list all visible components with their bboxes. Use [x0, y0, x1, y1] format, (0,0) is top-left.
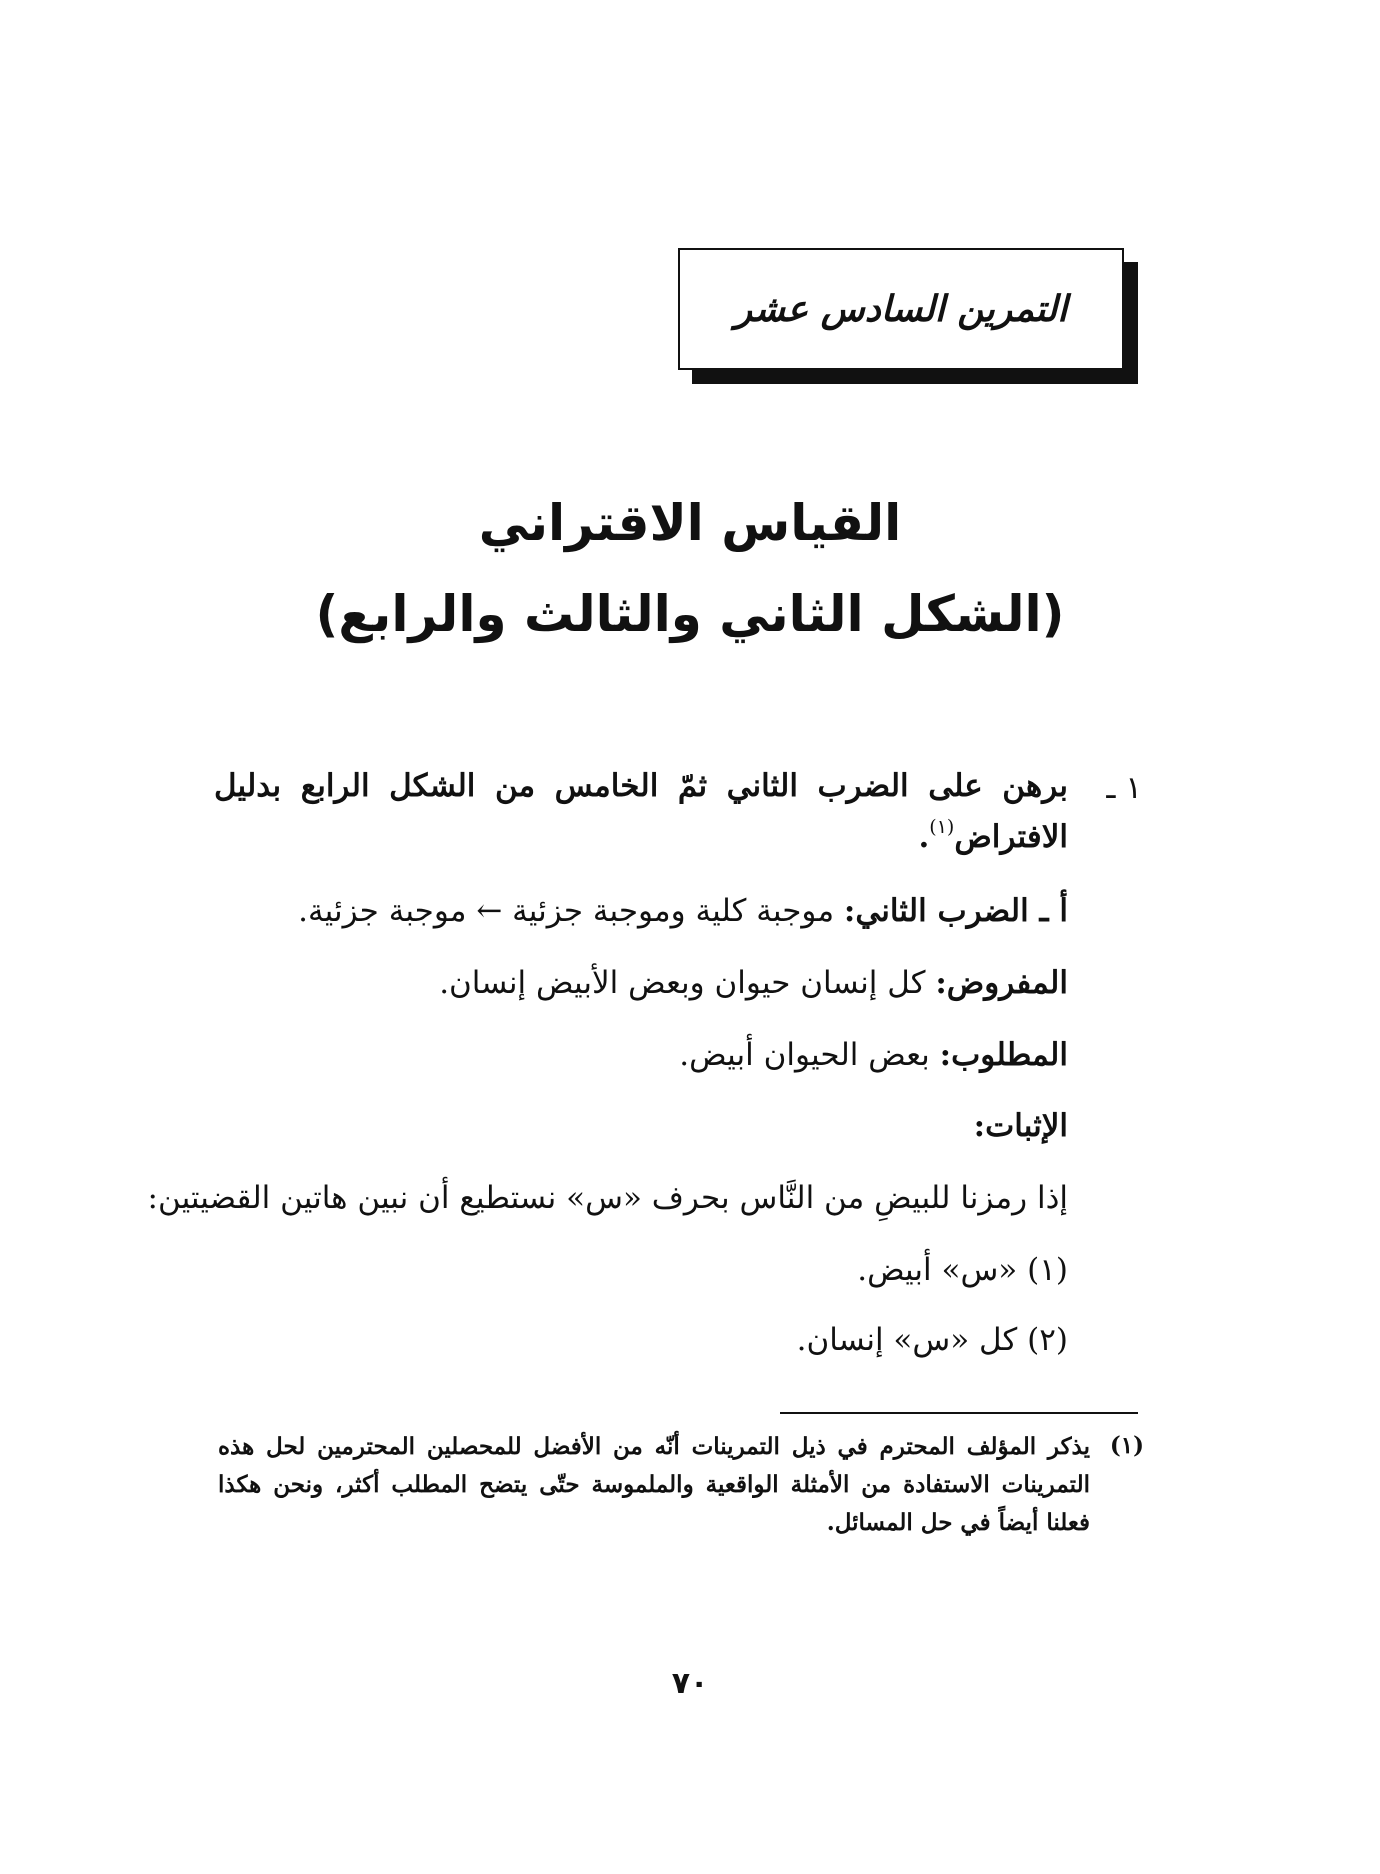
question-text-line1: برهن على الضرب الثاني ثمّ الخامس من الشكل الرابع بدليل	[214, 768, 1068, 804]
proof-intro: إذا رمزنا للبيضِ من النَّاس بحرف «س» نستطيع أن نبين هاتين القضيتين:	[147, 1180, 1068, 1216]
proof-label: الإثبات:	[973, 1108, 1068, 1144]
footnote-number: (١)	[1109, 1432, 1144, 1459]
assumed-line	[439, 965, 1068, 1001]
required-label: المطلوب:	[939, 1037, 1068, 1073]
footnote-text: يذكر المؤلف المحترم في ذيل التمرينات أنّه من الأفضل للمحصلين المحترمين لحل هذه التمرينات الاستفادة من الأمثلة الواقعية والملموسة حتّى يتضح المطلب أكثر، ونحن هكذا فعلنا أيضاً في حل المسائل.	[218, 1433, 1090, 1536]
footnote-reference: (١)	[929, 816, 955, 838]
page-number: ٧٠	[671, 1666, 709, 1701]
chapter-title-box	[678, 248, 1124, 370]
question-text-word: الافتراض	[954, 819, 1068, 855]
footnote-divider	[780, 1412, 1138, 1414]
page-title: القياس الاقتراني	[478, 494, 902, 552]
required-text: بعض الحيوان أبيض.	[679, 1037, 930, 1073]
part-a-line	[298, 893, 1068, 929]
proof-item: (١) «س» أبيض.	[857, 1252, 1068, 1288]
chapter-title: التمرين السادس عشر	[734, 288, 1068, 330]
part-a-label: أ ـ الضرب الثاني:	[843, 893, 1068, 929]
question-number: ١ ـ	[1106, 770, 1142, 806]
required-line	[679, 1037, 1068, 1073]
assumed-text: كل إنسان حيوان وبعض الأبيض إنسان.	[439, 965, 926, 1001]
question-end-dot: .	[918, 819, 930, 855]
question-text-line2	[918, 816, 1068, 855]
part-a-text: موجبة كلية وموجبة جزئية ← موجبة جزئية.	[298, 893, 835, 929]
proof-item: (٢) كل «س» إنسان.	[796, 1322, 1068, 1358]
page-subtitle: (الشكل الثاني والثالث والرابع)	[315, 585, 1065, 643]
assumed-label: المفروض:	[935, 965, 1068, 1001]
